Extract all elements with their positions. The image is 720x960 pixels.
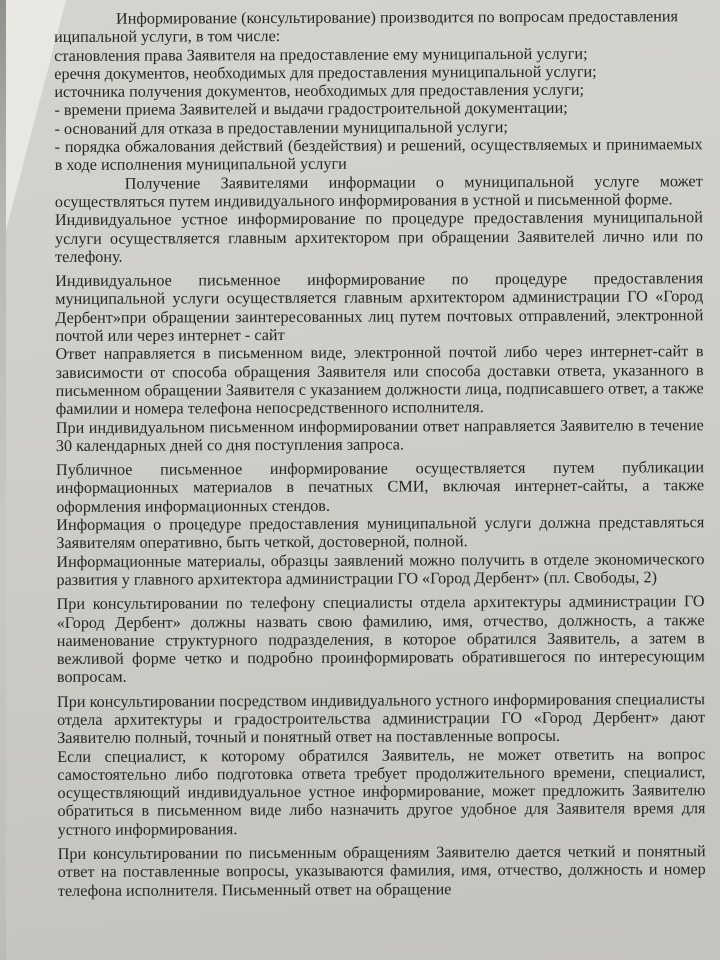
paragraph: При консультировании посредством индивидуального устного информирования специалисты отдела архитектуры и градостроительства администрации ГО «Город Дербент» дают Заявителю полный, точный и понятный ответ на поставленные вопросы. bbox=[56, 689, 706, 748]
paragraph: Индивидуальное письменное информирование по процедуре предоставления муниципальной услуги осуществляется главным архитектором администрации ГО «Город Дербент»при обращении заинтересованных лиц путем почтовых отправлений, электронной почтой или через интернет - сайт bbox=[55, 269, 704, 346]
paragraph: Если специалист, к которому обратился Заявитель, не может ответить на вопрос самостоятельно либо подготовка ответа требует продолжительного времени, специалист, осуществляющий индивидуальное устное информирование, может предложить Заявителю обратиться в письменном виде либо назначить другое удобное для Заявителя время для устного информирования. bbox=[57, 744, 706, 839]
document-page bbox=[6, 0, 720, 960]
paragraph: иципальной услуги, в том числе: bbox=[54, 27, 281, 47]
list-item: еречня документов, необходимых для предоставления муниципальной услуги; bbox=[54, 62, 597, 83]
paragraph: Информационные материалы, образцы заявлений можно получить в отделе экономического развития у главного архитектора администрации ГО «Город Дербент» (пл. Свободы, 2) bbox=[56, 549, 705, 589]
paragraph: Информирование (консультирование) производится по вопросам предоставления bbox=[115, 7, 679, 28]
paragraph: Индивидуальное устное информирование по процедуре предоставления муниципальной услуги осуществляется главным архитектором при обращении Заявителей лично или по телефону. bbox=[54, 208, 704, 266]
paragraph: Получение Заявителями информации о муниципальной услуге может осуществляться путем индивидуального информирования в устной и письменной форме. bbox=[54, 171, 703, 211]
list-item: - времени приема Заявителей и выдачи градостроительной документации; bbox=[54, 99, 568, 120]
document-text bbox=[54, 7, 706, 900]
list-item: - порядка обжалования действий (бездействия) и решений, осуществляемых и принимаемых в ходе исполнения муниципальной услуги bbox=[54, 135, 703, 175]
paragraph: При консультировании по письменным обращениям Заявителю дается четкий и понятный ответ на поставленные вопросы, указываются фамилия, имя, отчество, должность и номер телефона исполнителя. Письменный ответ на обращение bbox=[57, 842, 706, 900]
paragraph: Публичное письменное информирование осуществляется путем публикации информационных материалов в печатных СМИ, включая интернет-сайты, а также оформления информационных стендов. bbox=[55, 458, 705, 516]
list-item: источника получения документов, необходимых для предоставления услуги; bbox=[54, 80, 585, 102]
paragraph: Информация о процедуре предоставления муниципальной услуги должна представляться Заявителям оперативно, быть четкой, достоверной, полной. bbox=[56, 513, 705, 553]
list-item: - оснований для отказа в предоставлении муниципальной услуги; bbox=[54, 117, 508, 138]
paragraph: При консультировании по телефону специалисты отдела архитектуры администрации ГО «Город Дербент» должны назвать свою фамилию, имя, отчество, должность, а также наименование структурного подразделения, в которое обратился Заявитель, а затем в вежливой форме четко и подробно проинформировать обратившегося по интересующим вопросам. bbox=[56, 592, 705, 687]
list-item: становления права Заявителя на предоставление ему муниципальной услуги; bbox=[54, 44, 588, 65]
paragraph: Ответ направляется в письменном виде, электронной почтой либо через интернет-сайт в зависимости от способа обращения Заявителя или способа доставки ответа, указанного в письменном обращении Заявителя с указанием должности лица, подписавшего ответ, а также фамилии и номера телефона непосредственного исполнителя. bbox=[55, 342, 704, 419]
paragraph: При индивидуальном письменном информировании ответ направляется Заявителю в течение 30 календарных дней со дня поступления запроса. bbox=[55, 415, 704, 455]
